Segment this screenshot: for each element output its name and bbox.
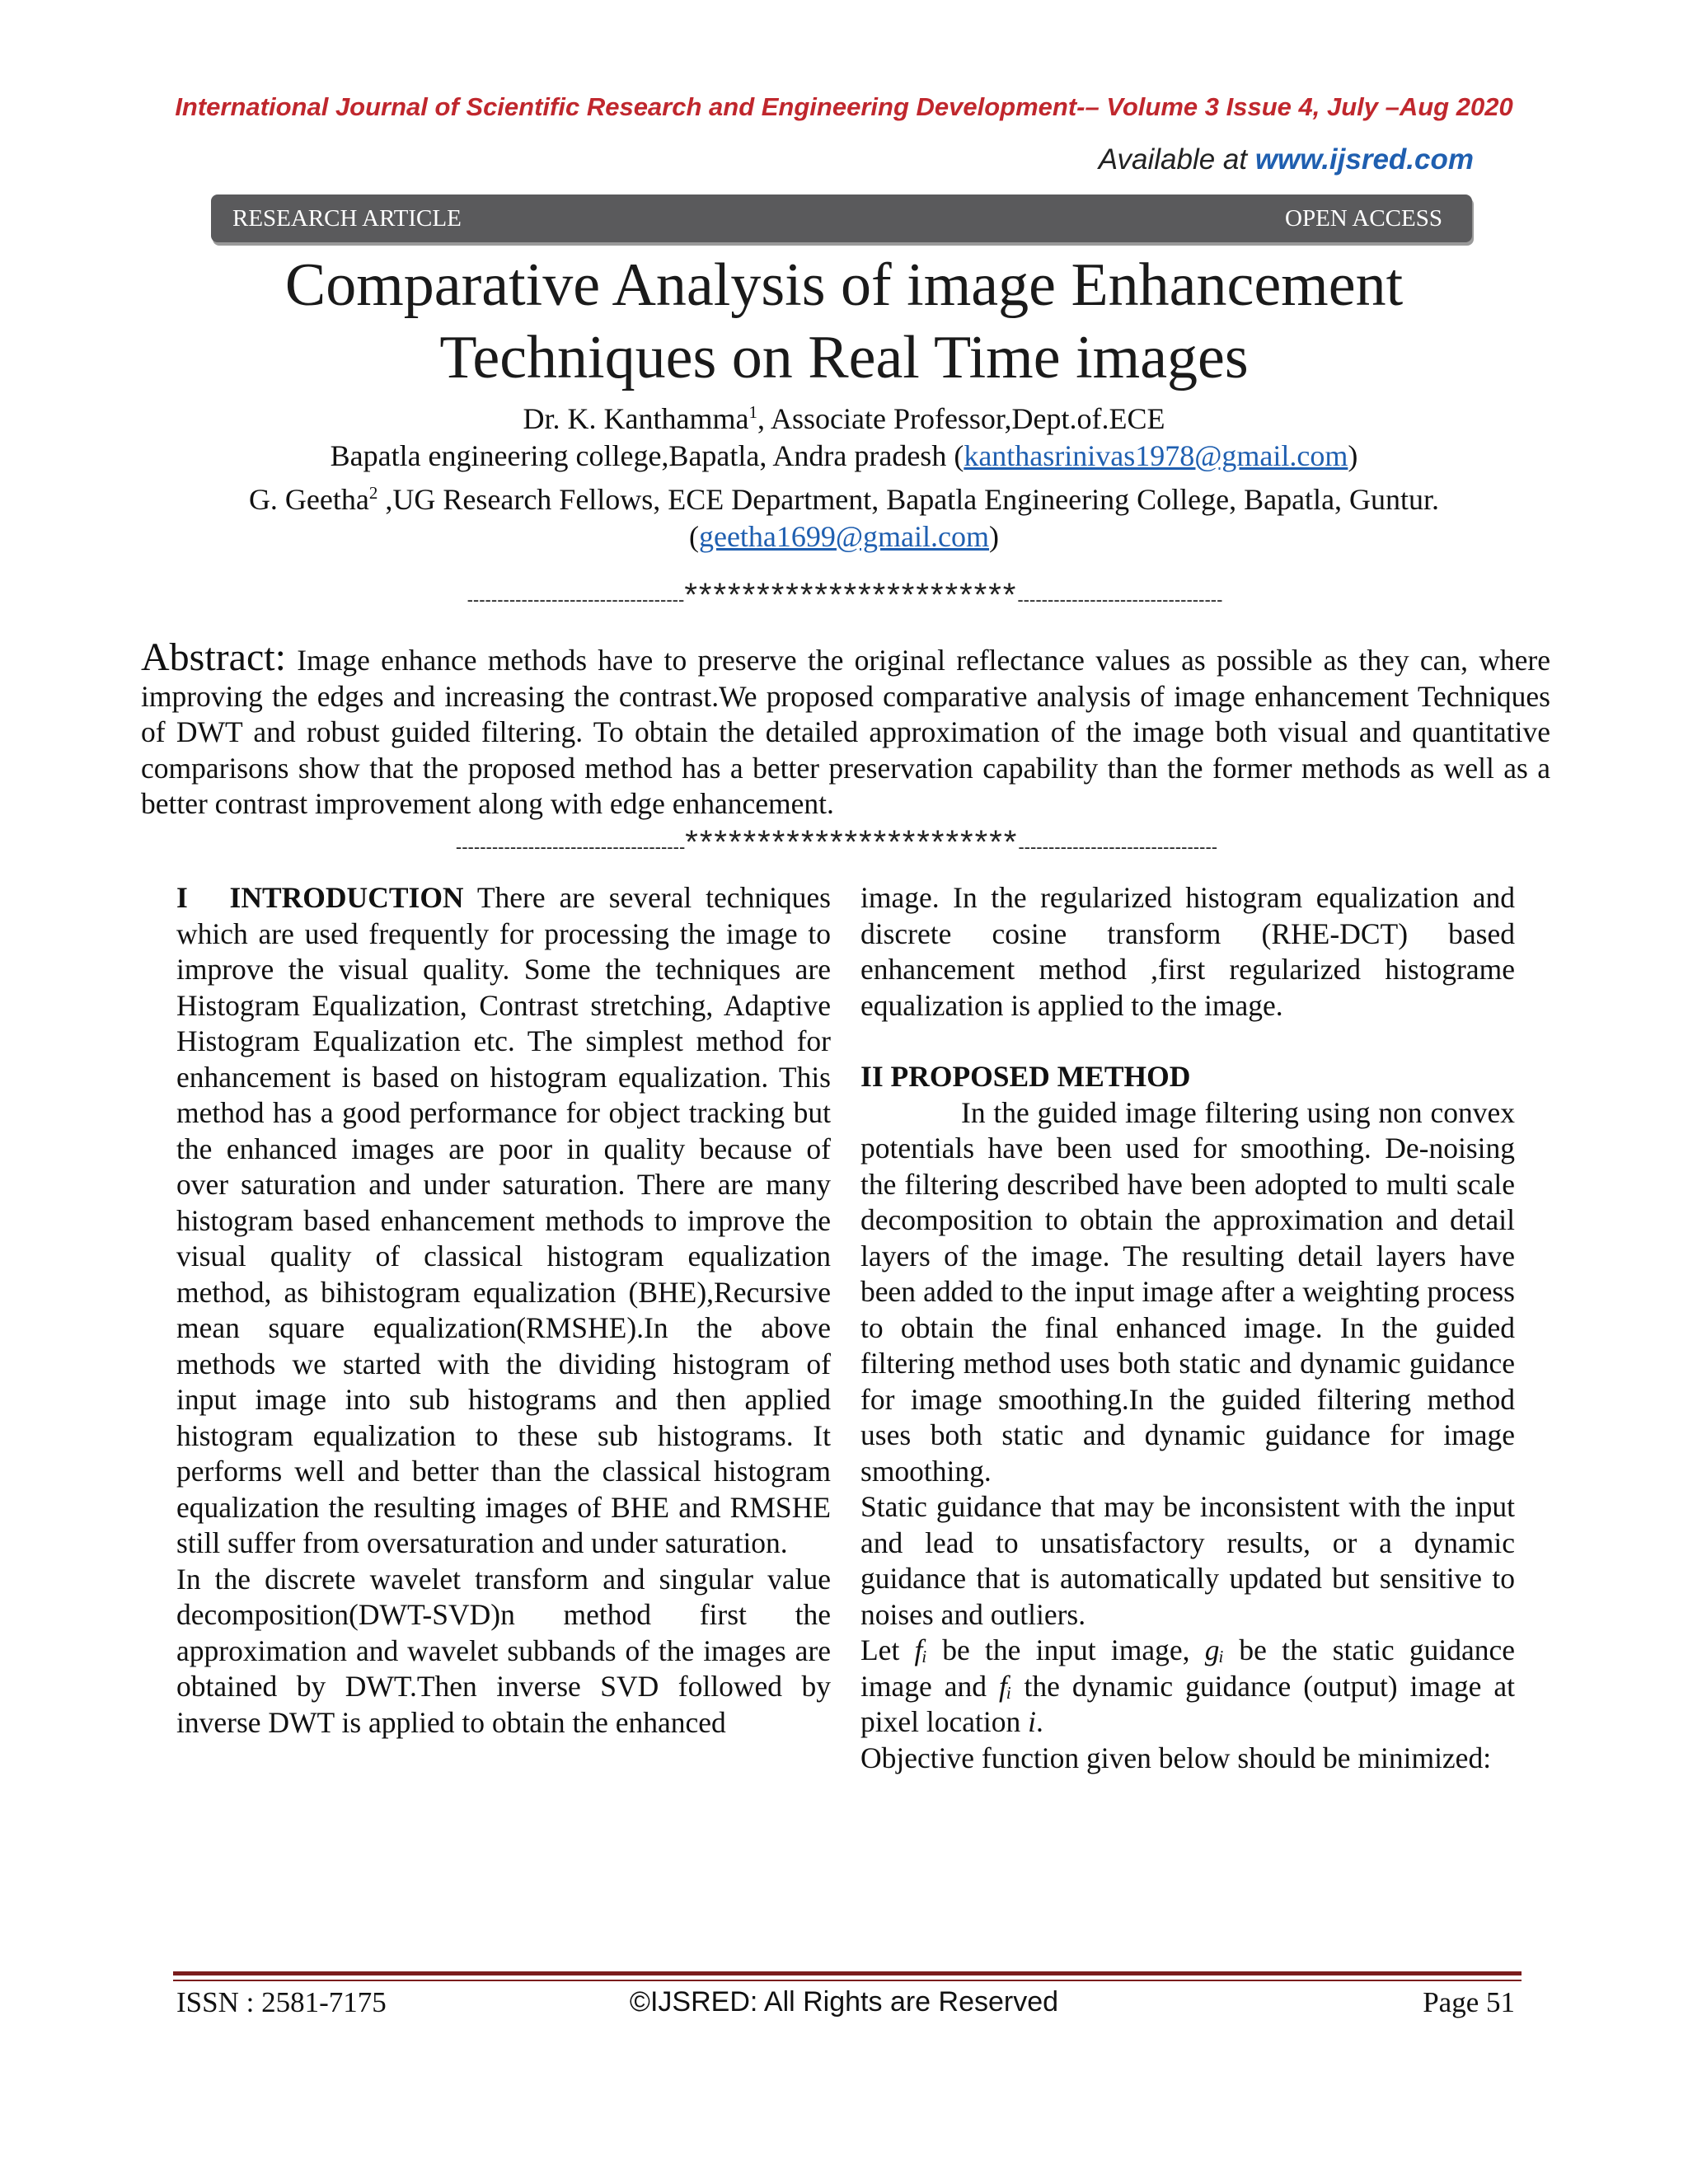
def-text-4: the dynamic guidance (output) image at pixel location	[860, 1669, 1515, 1738]
method-heading: II PROPOSED METHOD	[860, 1060, 1191, 1093]
author-1-role: , Associate Professor,Dept.of.ECE	[757, 402, 1165, 435]
def-text-5: .	[1035, 1705, 1043, 1738]
author-1-sup: 1	[748, 402, 757, 422]
author-2-role: ,UG Research Fellows, ECE Department, Bapatla Engineering College, Bapatla, Guntur.	[377, 483, 1440, 516]
available-prefix: Available at	[1098, 143, 1255, 176]
author-2	[0, 475, 1688, 518]
method-paragraph: In the guided image filtering using non convex potentials have been used for smoothing. De-noising the filtering described have been adopted to multi scale decomposition to obtain the approximation and detail layers of the image. The resulting detail layers have been added to the input image after a weighting process to obtain the final enhanced image. In the guided filtering method uses both static and dynamic guidance for image smoothing.In the guided filtering method uses both static and dynamic guidance for image smoothing.	[860, 1095, 1515, 1488]
author-2-name: G. Geetha	[248, 483, 369, 516]
sep-stars-2: ***********************	[685, 824, 1019, 860]
intro-heading: I INTRODUCTION	[176, 881, 464, 914]
abstract-label: Abstract:	[141, 635, 286, 679]
title-line-1: Comparative Analysis of image Enhancement	[284, 251, 1404, 319]
website-link[interactable]: www.ijsred.com	[1254, 143, 1474, 176]
author-block	[0, 394, 1688, 555]
paper-title	[0, 249, 1688, 394]
article-banner	[211, 194, 1472, 242]
math-g-i: gᵢ	[1204, 1633, 1225, 1666]
definition-paragraph	[860, 1633, 1515, 1741]
footer-issn: ISSN : 2581-7175	[176, 1986, 387, 2018]
math-f-i-2: fᵢ	[999, 1669, 1012, 1703]
title-line-2: Techniques on Real Time images	[439, 324, 1249, 391]
author-1-affiliation	[0, 438, 1688, 475]
author-2-contact	[0, 518, 1688, 555]
author-1-email-link[interactable]: kanthasrinivas1978@gmail.com	[964, 439, 1348, 472]
footer-page-number: Page 51	[1423, 1986, 1515, 2018]
separator-top	[173, 577, 1517, 614]
dwt-paragraph: In the discrete wavelet transform and singular value decomposition(DWT-SVD)n method first the approximation and wavelet subbands of the images are obtained by DWT.Then inverse SVD followed by inverse DWT is applied to obtain the enhanced	[176, 1562, 831, 1739]
def-text-2: be the input image,	[927, 1633, 1205, 1666]
author-1	[0, 394, 1688, 438]
author-2-sup: 2	[368, 483, 378, 503]
email-open: (	[688, 520, 699, 553]
sep-dashes-right: ----------------------------------	[1017, 589, 1223, 610]
access-badge: OPEN ACCESS	[1285, 205, 1442, 232]
sep-dashes-left-2: --------------------------------------	[455, 837, 686, 857]
journal-header: International Journal of Scientific Research and Engineering Development-– Volume 3 Issue 4, July –Aug 2020	[175, 92, 1513, 121]
article-type: RESEARCH ARTICLE	[232, 205, 462, 232]
math-f-i: fᵢ	[914, 1633, 928, 1666]
abstract-text: Image enhance methods have to preserve the original reflectance values as possible as they can, where improving the edges and increasing the contrast.We proposed comparative analysis of image enhancement Techniques of DWT and robust guided filtering. To obtain the detailed approximation of the image both visual and quantitative comparisons show that the proposed method has a better preservation capability than the former methods as well as a better contrast improvement along with edge enhancement.	[141, 644, 1550, 820]
footer-rule-thick	[173, 1971, 1522, 1975]
left-column	[176, 880, 831, 1741]
right-column	[860, 880, 1515, 1776]
author-1-name: Dr. K. Kanthamma	[523, 402, 749, 435]
email-close: )	[989, 520, 1000, 553]
guidance-paragraph: Static guidance that may be inconsistent with the input and lead to unsatisfactory results, or a dynamic guidance that is automatically updated but sensitive to noises and outliers.	[860, 1490, 1515, 1631]
intro-paragraph	[176, 880, 831, 1562]
intro-text: There are several techniques which are used frequently for processing the image to improve the visual quality. Some the techniques are Histogram Equalization, Contrast stretching, Adaptive Histogram Equalization etc. The simplest method for enhancement is based on histogram equalization. This method has a good performance for object tracking but the enhanced images are poor in quality because of over saturation and under saturation. There are many histogram based enhancement methods to improve the visual quality of classical histogram equalization method, as bihistogram equalization (BHE),Recursive mean square equalization(RMSHE).In the above methods we started with the dividing histogram of input image into sub histograms and then applied histogram equalization to these sub histograms. It performs well and better than the classical histogram equalization the resulting images of BHE and RMSHE still suffer from oversaturation and under saturation.	[176, 881, 831, 1559]
separator-bottom	[165, 824, 1508, 861]
sep-dashes-left: ------------------------------------	[467, 589, 685, 610]
affiliation-text: Bapatla engineering college,Bapatla, Andra pradesh (	[330, 439, 964, 472]
abstract	[141, 635, 1550, 823]
availability-line	[1099, 143, 1474, 176]
footer-rule-thin	[173, 1980, 1522, 1981]
affiliation-close: )	[1348, 439, 1358, 472]
rhe-paragraph: image. In the regularized histogram equalization and discrete cosine transform (RHE-DCT) based enhancement method ,first regularized histograme equalization is applied to the image.	[860, 881, 1515, 1022]
def-text-3: be the static guidance image and	[860, 1633, 1515, 1703]
sep-dashes-right-2: ---------------------------------	[1018, 837, 1218, 857]
objective-paragraph: Objective function given below should be minimized:	[860, 1741, 1492, 1774]
sep-stars: ***********************	[684, 577, 1018, 613]
def-text-1: Let	[860, 1633, 915, 1666]
footer-copyright: ©IJSRED: All Rights are Reserved	[629, 1986, 1059, 2018]
math-i: i	[1028, 1705, 1036, 1738]
author-2-email-link[interactable]: geetha1699@gmail.com	[698, 520, 990, 553]
